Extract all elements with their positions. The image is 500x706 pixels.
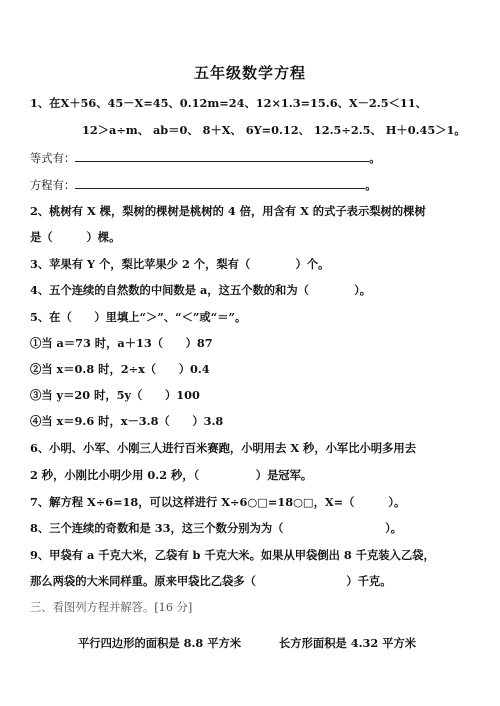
question-2-line-2: 是（ ）棵。	[30, 230, 121, 244]
question-5: 5、在（ ）里填上“＞”、“＜”或“＝”。	[30, 310, 247, 324]
rectangle-caption: 长方形面积是 4.32 平方米	[279, 636, 417, 650]
question-8: 8、三个连续的奇数和是 33，这三个数分别为为（ ）。	[30, 521, 403, 535]
question-7: 7、解方程 X÷6=18，可以这样进行 X÷6○□=18○□，X=（ ）。	[30, 495, 406, 509]
question-3: 3、苹果有 Y 个，梨比苹果少 2 个，梨有（ ）个。	[30, 257, 330, 271]
question-5-item-4: ④当 x＝9.6 时，x－3.8（ ）3.8	[30, 414, 224, 428]
question-9-line-2: 那么两袋的大米同样重。原来甲袋比乙袋多（ ）千克。	[30, 574, 392, 588]
formula-answer-row	[30, 176, 377, 194]
equation-label: 等式有：	[30, 152, 76, 165]
section-3-heading: 三、看图列方程并解答。[16 分]	[30, 601, 193, 614]
question-6-line-2: 2 秒，小刚比小明少用 0.2 秒，（ ）是冠军。	[30, 468, 313, 482]
formula-end-mark: 。	[365, 178, 377, 192]
parallelogram-caption: 平行四边形的面积是 8.8 平方米	[78, 636, 242, 650]
formula-label: 方程有：	[30, 179, 76, 192]
formula-answer-blank[interactable]	[75, 176, 365, 189]
question-1-line-2: 12＞a÷m、 ab＝0、 8＋X、 6Y=0.12、 12.5÷2.5、 H＋0.45＞1。	[82, 123, 466, 137]
page-title: 五年级数学方程	[193, 64, 306, 82]
question-2-line-1: 2、桃树有 X 棵，梨树的棵树是桃树的 4 倍，用含有 X 的式子表示梨树的棵树	[30, 204, 426, 218]
question-5-item-3: ③当 y＝20 时，5y（ ）100	[30, 388, 200, 402]
equation-answer-row	[30, 149, 381, 167]
equation-end-mark: 。	[369, 151, 381, 165]
question-4: 4、五个连续的自然数的中间数是 a，这五个数的和为（ ）。	[30, 283, 372, 297]
question-6-line-1: 6、小明、小军、小刚三人进行百米赛跑，小明用去 X 秒，小军比小明多用去	[30, 441, 416, 455]
equation-answer-blank[interactable]	[75, 149, 369, 162]
question-5-item-2: ②当 x＝0.8 时，2÷x（ ）0.4	[30, 362, 210, 376]
question-1-line-1: 1、在X＋56、45－X=45、0.12m=24、12×1.3=15.6、X－2.5＜11、	[30, 96, 427, 110]
question-9-line-1: 9、甲袋有 a 千克大米，乙袋有 b 千克大米。如果从甲袋倒出 8 千克装入乙袋，	[30, 548, 435, 562]
question-5-item-1: ①当 a＝73 时，a＋13（ ）87	[30, 336, 213, 350]
